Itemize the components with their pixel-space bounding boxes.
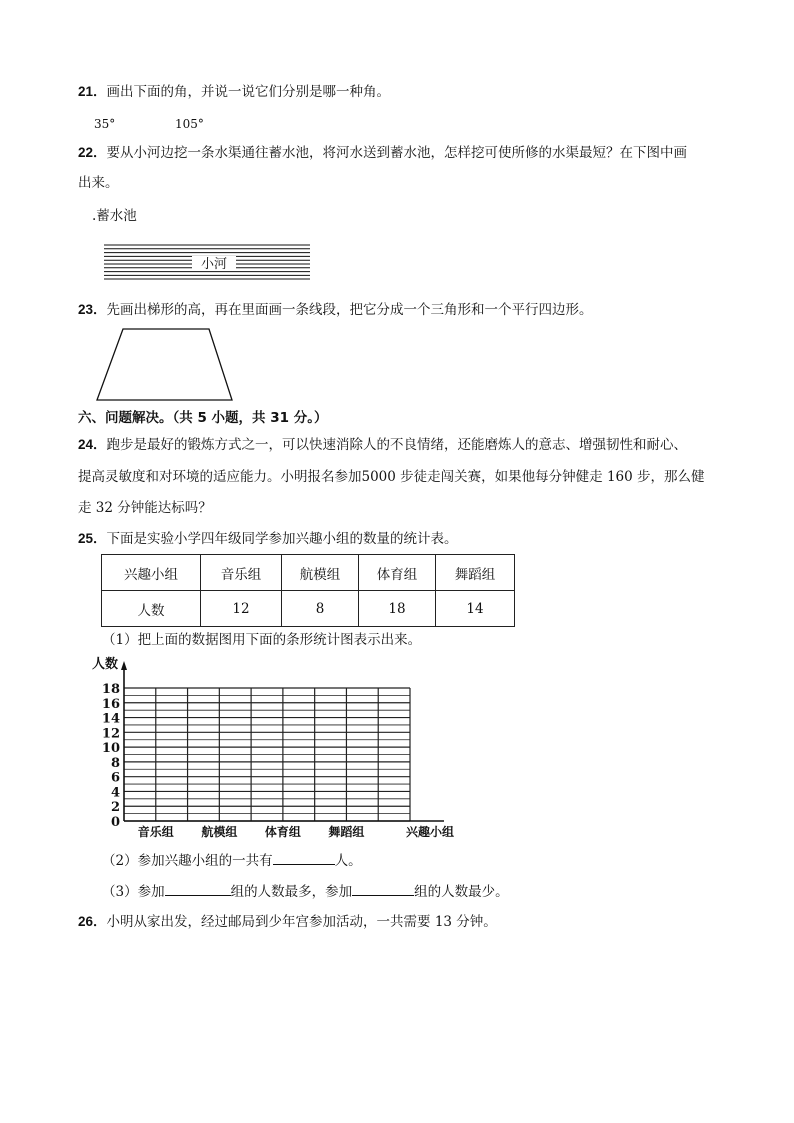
q22-text-1: 要从小河边挖一条水渠通往蓄水池，将河水送到蓄水池，怎样挖可使所修的水渠最短？在下图中画 bbox=[106, 145, 688, 161]
angle-105-label: 105° bbox=[175, 117, 204, 131]
y-tick-label: 12 bbox=[101, 726, 120, 742]
table-cell: 人数 bbox=[102, 591, 201, 627]
y-tick-label: 18 bbox=[101, 682, 120, 697]
table-header-cell: 舞蹈组 bbox=[436, 555, 515, 591]
table-header-row bbox=[102, 555, 515, 591]
q23-line bbox=[78, 301, 593, 319]
y-tick-label: 10 bbox=[101, 741, 120, 757]
q21-line bbox=[78, 83, 390, 101]
q24-number: 24． bbox=[78, 437, 107, 452]
q22-text-2: 出来。 bbox=[78, 175, 119, 191]
pool-label: .蓄水池 bbox=[92, 208, 137, 224]
y-tick-label: 0 bbox=[110, 815, 120, 830]
q25-sub3-suffix: 组的人数最少。 bbox=[414, 884, 509, 900]
q23-number: 23． bbox=[78, 302, 107, 317]
table-header-cell: 航模组 bbox=[282, 555, 359, 591]
q25-line bbox=[78, 530, 458, 548]
section-6-title: 六、问题解决。（共 5 小题，共 31 分。） bbox=[78, 410, 328, 426]
bar-chart bbox=[80, 652, 470, 842]
q25-sub2-suffix: 人。 bbox=[334, 853, 362, 869]
table-header-cell: 兴趣小组 bbox=[102, 555, 201, 591]
table-header-cell: 体育组 bbox=[359, 555, 436, 591]
y-axis-arrow bbox=[121, 661, 127, 670]
trapezoid-figure bbox=[95, 328, 235, 402]
table-row bbox=[102, 591, 515, 627]
x-category-label: 舞蹈组 bbox=[328, 825, 365, 839]
q24-line1 bbox=[78, 436, 687, 454]
y-tick-label: 4 bbox=[110, 785, 120, 801]
q25-sub3-prefix: （3）参加 bbox=[102, 884, 165, 900]
table-cell: 18 bbox=[359, 591, 436, 627]
q22-number: 22． bbox=[78, 145, 107, 160]
table-cell: 12 bbox=[201, 591, 282, 627]
angle-35-label: 35° bbox=[94, 117, 116, 131]
x-category-label: 音乐组 bbox=[137, 825, 174, 839]
y-axis-label: 人数 bbox=[92, 657, 119, 672]
q24-text-2: 提高灵敏度和对环境的适应能力。小明报名参加5000 步徒走闯关赛，如果他每分钟健走 160 步，那么健 bbox=[78, 469, 705, 485]
q26-text: 小明从家出发，经过邮局到少年宫参加活动，一共需要 13 分钟。 bbox=[106, 914, 497, 930]
q24-text-3: 走 32 分钟能达标吗？ bbox=[78, 500, 212, 516]
q22-line1 bbox=[78, 144, 687, 162]
river-label: 小河 bbox=[200, 257, 228, 272]
q21-text: 画出下面的角，并说一说它们分别是哪一种角。 bbox=[106, 84, 391, 100]
table-cell: 8 bbox=[282, 591, 359, 627]
y-tick-label: 16 bbox=[101, 696, 120, 712]
x-axis-label: 兴趣小组 bbox=[405, 825, 455, 839]
q25-sub3-middle: 组的人数最多，参加 bbox=[230, 884, 353, 900]
q25-sub1: （1）把上面的数据图用下面的条形统计图表示出来。 bbox=[102, 632, 422, 648]
total-blank[interactable] bbox=[273, 850, 335, 865]
river-diagram bbox=[104, 244, 310, 280]
q25-sub2 bbox=[102, 850, 362, 870]
q21-number: 21． bbox=[78, 84, 107, 99]
y-tick-label: 6 bbox=[110, 770, 120, 786]
table-header-cell: 音乐组 bbox=[201, 555, 282, 591]
table-cell: 14 bbox=[436, 591, 515, 627]
q24-text-1: 跑步是最好的锻炼方式之一，可以快速消除人的不良情绪，还能磨炼人的意志、增强韧性和耐心、 bbox=[106, 437, 688, 453]
x-category-label: 体育组 bbox=[264, 825, 301, 839]
stat-table bbox=[101, 554, 515, 627]
most-blank[interactable] bbox=[165, 881, 231, 896]
y-tick-label: 8 bbox=[110, 755, 120, 771]
q23-text: 先画出梯形的高，再在里面画一条线段，把它分成一个三角形和一个平行四边形。 bbox=[106, 302, 593, 318]
least-blank[interactable] bbox=[352, 881, 414, 896]
q26-number: 26． bbox=[78, 914, 107, 929]
x-category-label: 航模组 bbox=[201, 825, 238, 839]
q26-line bbox=[78, 913, 497, 931]
q25-number: 25． bbox=[78, 531, 107, 546]
q25-sub2-prefix: （2）参加兴趣小组的一共有 bbox=[102, 853, 273, 869]
q25-sub3 bbox=[102, 881, 509, 901]
y-tick-label: 14 bbox=[101, 711, 120, 727]
q25-text: 下面是实验小学四年级同学参加兴趣小组的数量的统计表。 bbox=[106, 531, 458, 547]
y-tick-label: 2 bbox=[110, 800, 120, 816]
